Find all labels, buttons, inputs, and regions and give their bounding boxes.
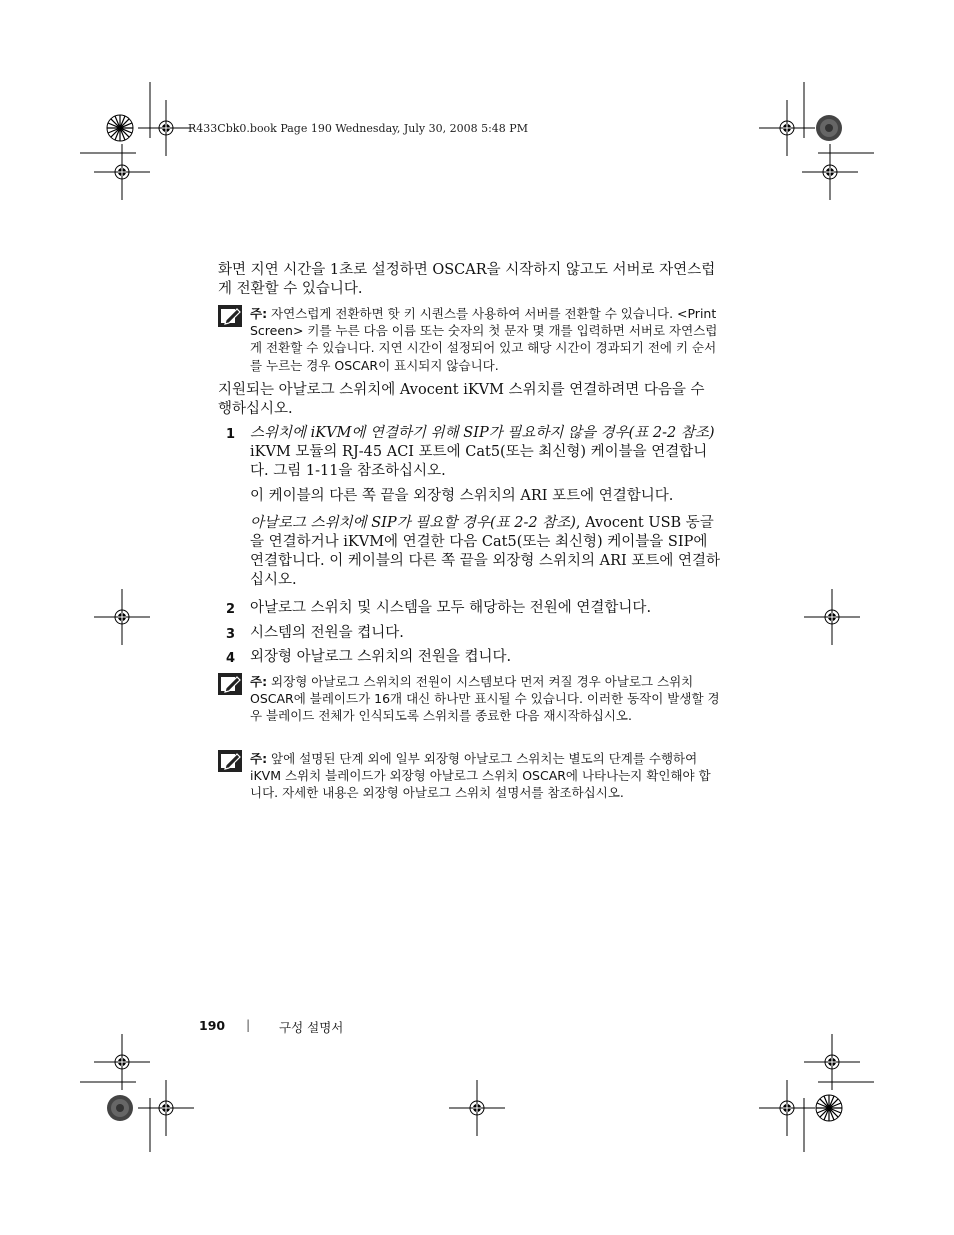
footer-title: 구성 설명서 bbox=[279, 1020, 344, 1035]
note-text: 앞에 설명된 단계 외에 일부 외장형 아날로그 스위치는 별도의 단계를 수행하여 iKVM 스위치 블레이드가 외장형 아날로그 스위치 OSCAR에 나타나는지 확인해야 합니다. 자세한 내용은 외장형 아날로그 스위치 설명서를 참조하십시오. bbox=[250, 751, 711, 801]
note-hotkey bbox=[250, 305, 720, 374]
note-label: 주: bbox=[250, 306, 268, 321]
step-1-condition: 스위치에 iKVM에 연결하기 위해 SIP가 필요하지 않을 경우(표 2-2 참조) bbox=[250, 425, 715, 441]
step-number: 1 bbox=[226, 427, 236, 442]
note-text: 외장형 아날로그 스위치의 전원이 시스템보다 먼저 켜질 경우 아날로그 스위치 OSCAR에 블레이드가 16개 대신 하나만 표시될 수 있습니다. 이러한 동작이 발생할 경우 블레이드 전체가 인식되도록 스위치를 종료한 다음 재시작하십시오. bbox=[250, 674, 720, 724]
print-header: R433Cbk0.book Page 190 Wednesday, July 30, 2008 5:48 PM bbox=[188, 122, 528, 135]
step-1-sip-text bbox=[250, 514, 720, 590]
note-label: 주: bbox=[250, 751, 268, 766]
step-1-sip-instruction: , Avocent USB 동글을 연결하거나 iKVM에 연결한 다음 Cat5(또는 최신형) 케이블을 SIP에 연결합니다. 이 케이블의 다른 쪽 끝을 외장형 스위치의 ARI 포트에 연결하십시오. bbox=[250, 515, 721, 588]
note-power-order bbox=[250, 673, 720, 725]
note-pencil-icon bbox=[218, 750, 242, 772]
intro-paragraph: 화면 지연 시간을 1초로 설정하면 OSCAR을 시작하지 않고도 서버로 자연스럽게 전환할 수 있습니다. bbox=[218, 262, 716, 297]
step-1-text bbox=[250, 424, 720, 481]
footer-separator: | bbox=[246, 1017, 251, 1032]
lead-paragraph: 지원되는 아날로그 스위치에 Avocent iKVM 스위치를 연결하려면 다음을 수행하십시오. bbox=[218, 382, 705, 417]
page-number: 190 bbox=[199, 1018, 226, 1033]
step-1-sip-condition: 아날로그 스위치에 SIP가 필요할 경우(표 2-2 참조) bbox=[250, 515, 576, 531]
note-label: 주: bbox=[250, 674, 268, 689]
step-2-text: 아날로그 스위치 및 시스템을 모두 해당하는 전원에 연결합니다. bbox=[250, 600, 652, 616]
note-text: 자연스럽게 전환하면 핫 키 시퀀스를 사용하여 서버를 전환할 수 있습니다. <Print Screen> 키를 누른 다음 이름 또는 숫자의 첫 문자 몇 개를 입력하면 서버로 자연스럽게 전환할 수 있습니다. 지연 시간이 설정되어 있고 해당 시간이 경과되기 전에 키 순서를 누르는 경우 OSCAR이 표시되지 않습니다. bbox=[250, 306, 718, 373]
step-number: 2 bbox=[226, 602, 236, 617]
note-extra-steps bbox=[250, 750, 720, 802]
step-4-text: 외장형 아날로그 스위치의 전원을 켭니다. bbox=[250, 649, 512, 665]
step-number: 4 bbox=[226, 651, 236, 666]
step-1-sub-text: 이 케이블의 다른 쪽 끝을 외장형 스위치의 ARI 포트에 연결합니다. bbox=[250, 488, 674, 504]
step-number: 3 bbox=[226, 627, 236, 642]
note-pencil-icon bbox=[218, 673, 242, 695]
step-1-instruction: iKVM 모듈의 RJ-45 ACI 포트에 Cat5(또는 최신형) 케이블을 연결합니다. 그림 1-11을 참조하십시오. bbox=[250, 444, 708, 479]
step-3-text: 시스템의 전원을 켭니다. bbox=[250, 625, 404, 641]
note-pencil-icon bbox=[218, 305, 242, 327]
